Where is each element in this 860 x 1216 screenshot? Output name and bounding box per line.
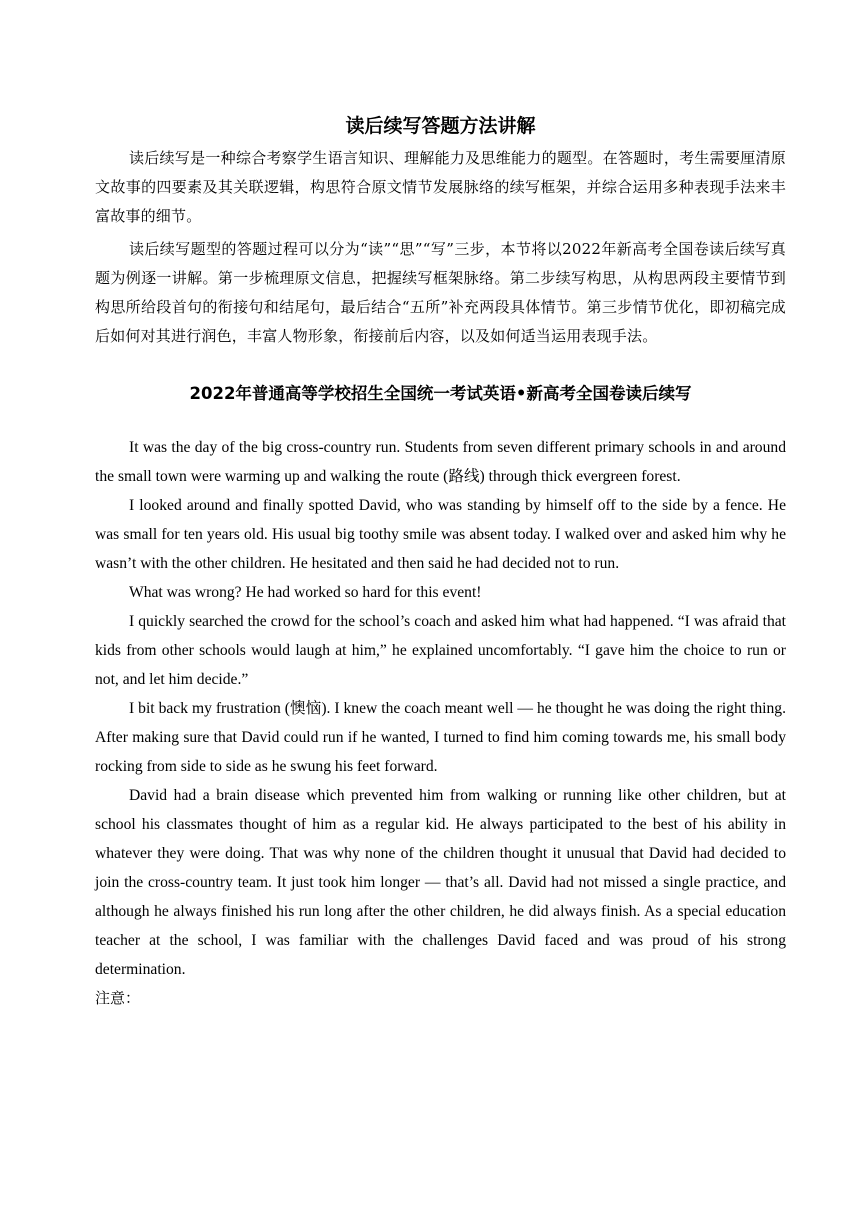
story-paragraph: I bit back my frustration (懊恼). I knew the coach meant well — he thought he was doing the right thing. After making sure that David could run if he wanted, I turned to find him coming towards me, his small body rocking from side to side as he swung his feet forward. (95, 700, 786, 775)
document-page (95, 108, 786, 1013)
story-paragraph: David had a brain disease which prevented him from walking or running like other children, but at school his classmates thought of him as a regular kid. He always participated to the best of his ability in whatever they were doing. That was why none of the children thought it unusual that David had decided to join the cross-country team. It just took him longer — that’s all. David had not missed a single practice, and although he always finished his run long after the other children, he did always finish. As a special education teacher at the school, I was familiar with the challenges David faced and was proud of his strong determination. (95, 787, 786, 978)
story-paragraph: I looked around and finally spotted David, who was standing by himself off to the side by a fence. He was small for ten years old. His usual big toothy smile was absent today. I walked over and asked him why he wasn’t with the other children. He hesitated and then said he had decided not to run. (95, 497, 786, 572)
document-title: 读后续写答题方法讲解 (345, 115, 536, 137)
exam-title: 2022年普通高等学校招生全国统一考试英语•新高考全国卷读后续写 (189, 384, 692, 403)
story-paragraph: It was the day of the big cross-country run. Students from seven different primary schools in and around the small town were warming up and walking the route (路线) through thick evergreen forest. (95, 439, 786, 485)
story-paragraph: What was wrong? He had worked so hard for this event! (129, 584, 482, 601)
story-paragraph: I quickly searched the crowd for the school’s coach and asked him what had happened. “I was afraid that kids from other schools would laugh at him,” he explained uncomfortably. “I gave him the choice to run or not, and let him decide.” (95, 613, 786, 688)
intro-paragraph: 读后续写题型的答题过程可以分为“读”“思”“写”三步，本节将以2022年新高考全国卷读后续写真题为例逐一讲解。第一步梳理原文信息，把握续写框架脉络。第二步续写构思，从构思两段主要情节到构思所给段首句的衔接句和结尾句，最后结合“五所”补充两段具体情节。第三步情节优化，即初稿完成后如何对其进行润色，丰富人物形象，衔接前后内容，以及如何适当运用表现手法。 (95, 240, 786, 345)
story-text (95, 433, 786, 984)
note-label: 注意： (95, 989, 141, 1007)
intro-paragraph: 读后续写是一种综合考察学生语言知识、理解能力及思维能力的题型。在答题时，考生需要厘清原文故事的四要素及其关联逻辑，构思符合原文情节发展脉络的续写框架，并综合运用多种表现手法来丰富故事的细节。 (95, 149, 786, 225)
